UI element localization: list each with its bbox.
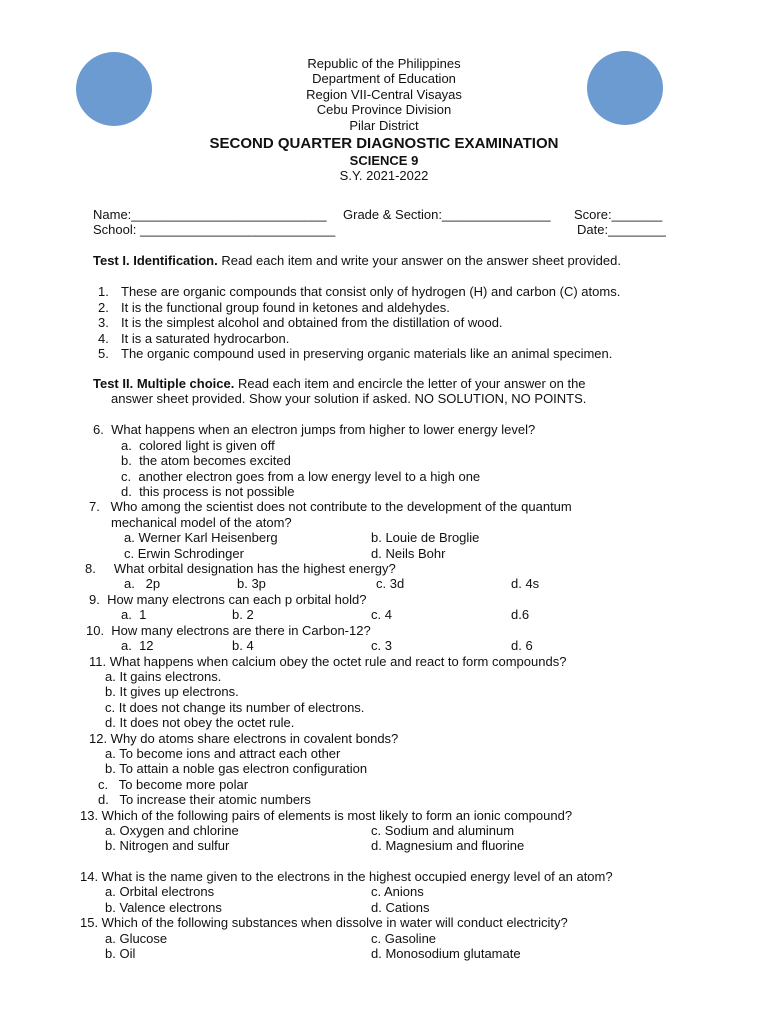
answer-option[interactable]: c. It does not change its number of electrons.: [105, 700, 365, 715]
answer-option[interactable]: d. Magnesium and fluorine: [371, 838, 525, 853]
school-field[interactable]: School: ___________________________: [93, 222, 336, 237]
grade-section-field[interactable]: Grade & Section:_______________: [343, 207, 551, 222]
answer-option[interactable]: a. Werner Karl Heisenberg: [124, 530, 278, 545]
header-line-4: Cebu Province Division: [316, 102, 452, 118]
subject-title: SCIENCE 9: [349, 153, 419, 169]
test1-item-num: 4.: [98, 331, 109, 346]
answer-option[interactable]: b. Oil: [105, 946, 136, 961]
test1-heading: [93, 253, 621, 268]
answer-option[interactable]: d. 4s: [511, 576, 540, 591]
question-7-cont: mechanical model of the atom?: [111, 515, 292, 530]
answer-option[interactable]: a. To become ions and attract each other: [105, 746, 341, 761]
question-8: 8. What orbital designation has the highest energy?: [85, 561, 396, 576]
answer-option[interactable]: c. To become more polar: [98, 777, 249, 792]
answer-option[interactable]: b. 4: [232, 638, 254, 653]
test1-item-num: 5.: [98, 346, 109, 361]
school-year: S.Y. 2021-2022: [339, 168, 429, 184]
test2-instruction: Read each item and encircle the letter of your answer on the: [234, 376, 586, 391]
question-9: 9. How many electrons can each p orbital hold?: [89, 592, 367, 607]
answer-option[interactable]: d.6: [511, 607, 530, 622]
answer-option[interactable]: b. Valence electrons: [105, 900, 222, 915]
answer-option[interactable]: d. 6: [511, 638, 533, 653]
answer-option[interactable]: d. Cations: [371, 900, 430, 915]
answer-option[interactable]: a. Orbital electrons: [105, 884, 215, 899]
answer-option[interactable]: a. 12: [121, 638, 154, 653]
question-12: 12. Why do atoms share electrons in covalent bonds?: [89, 731, 399, 746]
answer-option[interactable]: a. Oxygen and chlorine: [105, 823, 239, 838]
answer-option[interactable]: c. Sodium and aluminum: [371, 823, 515, 838]
question-15: 15. Which of the following substances when dissolve in water will conduct electricity?: [80, 915, 568, 930]
name-field[interactable]: Name:___________________________: [93, 207, 327, 222]
question-13: 13. Which of the following pairs of elements is most likely to form an ionic compound?: [80, 808, 573, 823]
test1-item-num: 3.: [98, 315, 109, 330]
test1-item-text: It is the simplest alcohol and obtained from the distillation of wood.: [121, 315, 503, 330]
test1-item-num: 2.: [98, 300, 109, 315]
question-11: 11. What happens when calcium obey the octet rule and react to form compounds?: [89, 654, 567, 669]
test1-instruction: Read each item and write your answer on the answer sheet provided.: [217, 253, 621, 268]
test1-item-text: It is a saturated hydrocarbon.: [121, 331, 290, 346]
answer-option[interactable]: a. 2p: [124, 576, 161, 591]
answer-option[interactable]: d. this process is not possible: [121, 484, 295, 499]
answer-option[interactable]: c. 3: [371, 638, 392, 653]
answer-option[interactable]: b. Nitrogen and sulfur: [105, 838, 230, 853]
answer-option[interactable]: a. 1: [121, 607, 147, 622]
answer-option[interactable]: c. Erwin Schrodinger: [124, 546, 244, 561]
answer-option[interactable]: a. It gains electrons.: [105, 669, 222, 684]
answer-option[interactable]: b. the atom becomes excited: [121, 453, 291, 468]
answer-option[interactable]: c. 3d: [376, 576, 405, 591]
answer-option[interactable]: d. Neils Bohr: [371, 546, 446, 561]
question-7: 7. Who among the scientist does not contribute to the development of the quantum: [89, 499, 572, 514]
answer-option[interactable]: c. another electron goes from a low energy level to a high one: [121, 469, 481, 484]
test1-title: Test I. Identification.: [93, 253, 218, 268]
test1-item-text: It is the functional group found in ketones and aldehydes.: [121, 300, 450, 315]
document-header: [0, 56, 768, 183]
answer-option[interactable]: b. To attain a noble gas electron configuration: [105, 761, 368, 776]
score-field[interactable]: Score:_______: [574, 207, 663, 222]
answer-option[interactable]: b. It gives up electrons.: [105, 684, 239, 699]
exam-title: SECOND QUARTER DIAGNOSTIC EXAMINATION: [209, 135, 559, 153]
question-14: 14. What is the name given to the electrons in the highest occupied energy level of an atom?: [80, 869, 613, 884]
answer-option[interactable]: d. To increase their atomic numbers: [98, 792, 311, 807]
answer-option[interactable]: c. Anions: [371, 884, 424, 899]
answer-option[interactable]: b. Louie de Broglie: [371, 530, 480, 545]
answer-option[interactable]: d. Monosodium glutamate: [371, 946, 521, 961]
header-line-2: Department of Education: [312, 71, 456, 87]
test2-title: Test II. Multiple choice.: [93, 376, 235, 391]
answer-option[interactable]: d. It does not obey the octet rule.: [105, 715, 295, 730]
answer-option[interactable]: b. 3p: [237, 576, 266, 591]
answer-option[interactable]: a. Glucose: [105, 931, 168, 946]
answer-option[interactable]: c. Gasoline: [371, 931, 437, 946]
test1-item-num: 1.: [98, 284, 109, 299]
answer-option[interactable]: c. 4: [371, 607, 392, 622]
header-line-5: Pilar District: [349, 117, 419, 133]
question-6: 6. What happens when an electron jumps from higher to lower energy level?: [93, 422, 536, 437]
test2-instruction-line2: answer sheet provided. Show your solution if asked. NO SOLUTION, NO POINTS.: [111, 391, 587, 406]
test2-heading: [93, 376, 586, 391]
date-field[interactable]: Date:________: [577, 222, 666, 237]
answer-option[interactable]: b. 2: [232, 607, 254, 622]
answer-option[interactable]: a. colored light is given off: [121, 438, 275, 453]
header-line-3: Region VII-Central Visayas: [306, 86, 462, 102]
header-line-1: Republic of the Philippines: [307, 56, 461, 71]
test1-item-text: These are organic compounds that consist only of hydrogen (H) and carbon (C) atoms.: [121, 284, 621, 299]
test1-item-text: The organic compound used in preserving organic materials like an animal specimen.: [121, 346, 613, 361]
question-10: 10. How many electrons are there in Carbon-12?: [86, 623, 371, 638]
